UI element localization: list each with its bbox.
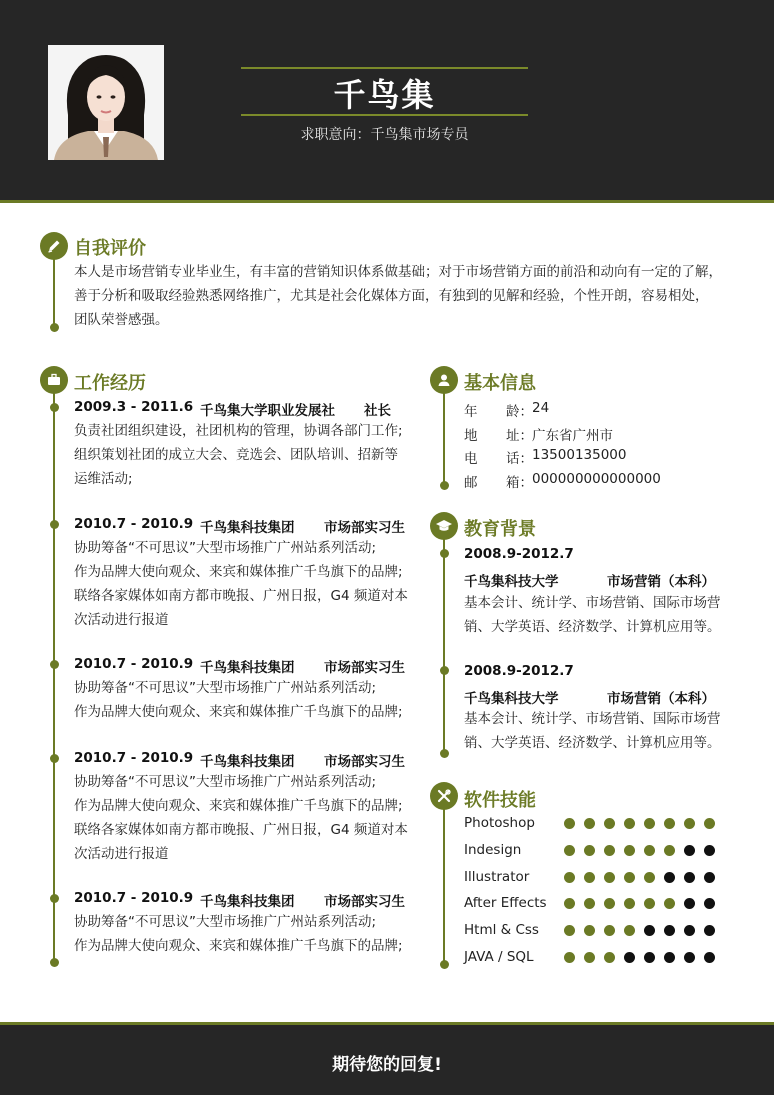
skill-dot-filled: [604, 925, 615, 936]
skill-dot-filled: [604, 872, 615, 883]
skill-dot-filled: [584, 818, 595, 829]
skill-dot-filled: [684, 818, 695, 829]
work-org: 千鸟集大学职业发展社: [200, 403, 335, 419]
user-icon: [430, 366, 458, 394]
skill-name: After Effects: [464, 895, 547, 911]
skill-dot-empty: [644, 952, 655, 963]
work-title: 工作经历: [74, 373, 146, 394]
edu-entry-2-date: 2008.9-2012.7: [464, 663, 574, 679]
skill-dot-empty: [664, 952, 675, 963]
work-entry-4-desc: 协助筹备“不可思议”大型市场推广广州站系列活动; 作为品牌大使向观众、来宾和媒体推广千鸟旗下的品牌; 联络各家媒体如南方都市晚报、广州日报，G4 频道对本 次活动进行报道: [74, 774, 408, 862]
skills-title: 软件技能: [464, 790, 536, 811]
skill-dot-empty: [624, 952, 635, 963]
skill-dot-filled: [604, 898, 615, 909]
basic-info-timeline: [443, 392, 445, 486]
skill-dot-filled: [624, 818, 635, 829]
skill-name: Html & Css: [464, 922, 539, 938]
skill-dot-empty: [704, 952, 715, 963]
skill-level-dots: [564, 872, 715, 883]
skill-dot-filled: [564, 952, 575, 963]
work-role: 市场部实习生: [324, 660, 405, 676]
self-eval-text: 本人是市场营销专业毕业生，有丰富的营销知识体系做基础；对于市场营销方面的前沿和动向有一定的了解， 善于分析和吸取经验熟悉网络推广，尤其是社会化媒体方面，有独到的见解和经验，个性开朗，容易相处， 团队荣誉感强。: [74, 264, 722, 328]
timeline-dot: [440, 549, 449, 558]
work-entry-3-desc: 协助筹备“不可思议”大型市场推广广州站系列活动; 作为品牌大使向观众、来宾和媒体推广千鸟旗下的品牌;: [74, 680, 403, 720]
skill-dot-empty: [684, 872, 695, 883]
skill-dot-filled: [624, 898, 635, 909]
skill-dot-filled: [564, 872, 575, 883]
skill-dot-filled: [624, 845, 635, 856]
skill-dot-filled: [624, 872, 635, 883]
skill-dot-filled: [664, 845, 675, 856]
skill-dot-filled: [624, 925, 635, 936]
work-role: 市场部实习生: [324, 754, 405, 770]
candidate-name: 千鸟集: [333, 76, 436, 114]
skill-dot-filled: [644, 872, 655, 883]
skill-dot-empty: [684, 952, 695, 963]
skill-name: Indesign: [464, 842, 522, 858]
skill-dot-filled: [604, 818, 615, 829]
skill-level-dots: [564, 898, 715, 909]
timeline-dot: [440, 960, 449, 969]
skill-dot-filled: [564, 818, 575, 829]
footer-message: 期待您的回复!: [0, 1025, 774, 1095]
skill-name: Illustrator: [464, 869, 530, 885]
skill-dot-empty: [704, 872, 715, 883]
tools-icon: [430, 782, 458, 810]
work-date: 2010.7 - 2010.9: [74, 516, 194, 532]
timeline-dot: [50, 403, 59, 412]
timeline-dot: [50, 520, 59, 529]
skills-timeline: [443, 808, 445, 965]
skill-dot-filled: [604, 952, 615, 963]
skill-dot-filled: [584, 925, 595, 936]
skill-level-dots: [564, 925, 715, 936]
skill-dot-empty: [684, 898, 695, 909]
skill-dot-filled: [644, 818, 655, 829]
self-eval-title: 自我评价: [74, 238, 146, 259]
timeline-dot: [50, 894, 59, 903]
work-org: 千鸟集科技集团: [200, 520, 295, 536]
work-date: 2010.7 - 2010.9: [74, 750, 194, 766]
skill-level-dots: [564, 818, 715, 829]
timeline-dot: [440, 481, 449, 490]
work-entry-5-desc: 协助筹备“不可思议”大型市场推广广州站系列活动; 作为品牌大使向观众、来宾和媒体推广千鸟旗下的品牌;: [74, 914, 403, 954]
header-accent-line: [0, 200, 774, 203]
skill-dot-filled: [564, 845, 575, 856]
timeline-dot: [50, 323, 59, 332]
skill-level-dots: [564, 845, 715, 856]
work-role: 社长: [364, 403, 391, 419]
skill-dot-filled: [704, 818, 715, 829]
skill-dot-filled: [584, 872, 595, 883]
work-date: 2009.3 - 2011.6: [74, 399, 194, 415]
self-eval-timeline: [53, 258, 55, 328]
timeline-dot: [440, 749, 449, 758]
edu-entry-2-desc: 基本会计、统计学、市场营销、国际市场营 销、大学英语、经济数学、计算机应用等。: [464, 711, 721, 751]
skill-dot-filled: [644, 845, 655, 856]
basic-info-title: 基本信息: [464, 373, 536, 394]
timeline-dot: [440, 666, 449, 675]
profile-photo: [48, 45, 164, 160]
skill-dot-empty: [664, 872, 675, 883]
pencil-icon: [40, 232, 68, 260]
timeline-dot: [50, 754, 59, 763]
skill-dot-filled: [664, 818, 675, 829]
skill-dot-filled: [604, 845, 615, 856]
briefcase-icon: [40, 366, 68, 394]
timeline-dot: [50, 958, 59, 967]
skill-dot-empty: [704, 898, 715, 909]
skill-dot-filled: [564, 898, 575, 909]
skill-dot-empty: [704, 925, 715, 936]
edu-entry-1-desc: 基本会计、统计学、市场营销、国际市场营 销、大学英语、经济数学、计算机应用等。: [464, 595, 721, 635]
work-org: 千鸟集科技集团: [200, 660, 295, 676]
edu-entry-1-date: 2008.9-2012.7: [464, 546, 574, 562]
skill-dot-filled: [664, 898, 675, 909]
work-org: 千鸟集科技集团: [200, 894, 295, 910]
skill-dot-empty: [704, 845, 715, 856]
skill-dot-empty: [684, 925, 695, 936]
work-entry-2-desc: 协助筹备“不可思议”大型市场推广广州站系列活动; 作为品牌大使向观众、来宾和媒体推广千鸟旗下的品牌; 联络各家媒体如南方都市晚报、广州日报，G4 频道对本 次活动进行报道: [74, 540, 408, 628]
skill-dot-empty: [684, 845, 695, 856]
graduation-cap-icon: [430, 512, 458, 540]
skill-dot-filled: [564, 925, 575, 936]
skill-name: Photoshop: [464, 815, 535, 831]
work-role: 市场部实习生: [324, 894, 405, 910]
work-date: 2010.7 - 2010.9: [74, 890, 194, 906]
work-org: 千鸟集科技集团: [200, 754, 295, 770]
education-timeline: [443, 538, 445, 754]
skill-dot-empty: [664, 925, 675, 936]
name-top-rule: [241, 67, 528, 69]
name-bottom-rule: [241, 114, 528, 116]
skill-dot-filled: [584, 952, 595, 963]
work-date: 2010.7 - 2010.9: [74, 656, 194, 672]
skill-level-dots: [564, 952, 715, 963]
timeline-dot: [50, 660, 59, 669]
skill-dot-filled: [584, 845, 595, 856]
work-role: 市场部实习生: [324, 520, 405, 536]
job-intent: 求职意向：千鸟集市场专员: [300, 127, 469, 143]
work-timeline: [53, 392, 55, 962]
work-entry-1-desc: 负责社团组织建设，社团机构的管理，协调各部门工作; 组织策划社团的成立大会、竞选会、团队培训、招新等 运维活动;: [74, 423, 403, 487]
skill-dot-empty: [644, 925, 655, 936]
skill-name: JAVA / SQL: [464, 949, 534, 965]
education-title: 教育背景: [464, 519, 536, 540]
skill-dot-filled: [584, 898, 595, 909]
skill-dot-filled: [644, 898, 655, 909]
